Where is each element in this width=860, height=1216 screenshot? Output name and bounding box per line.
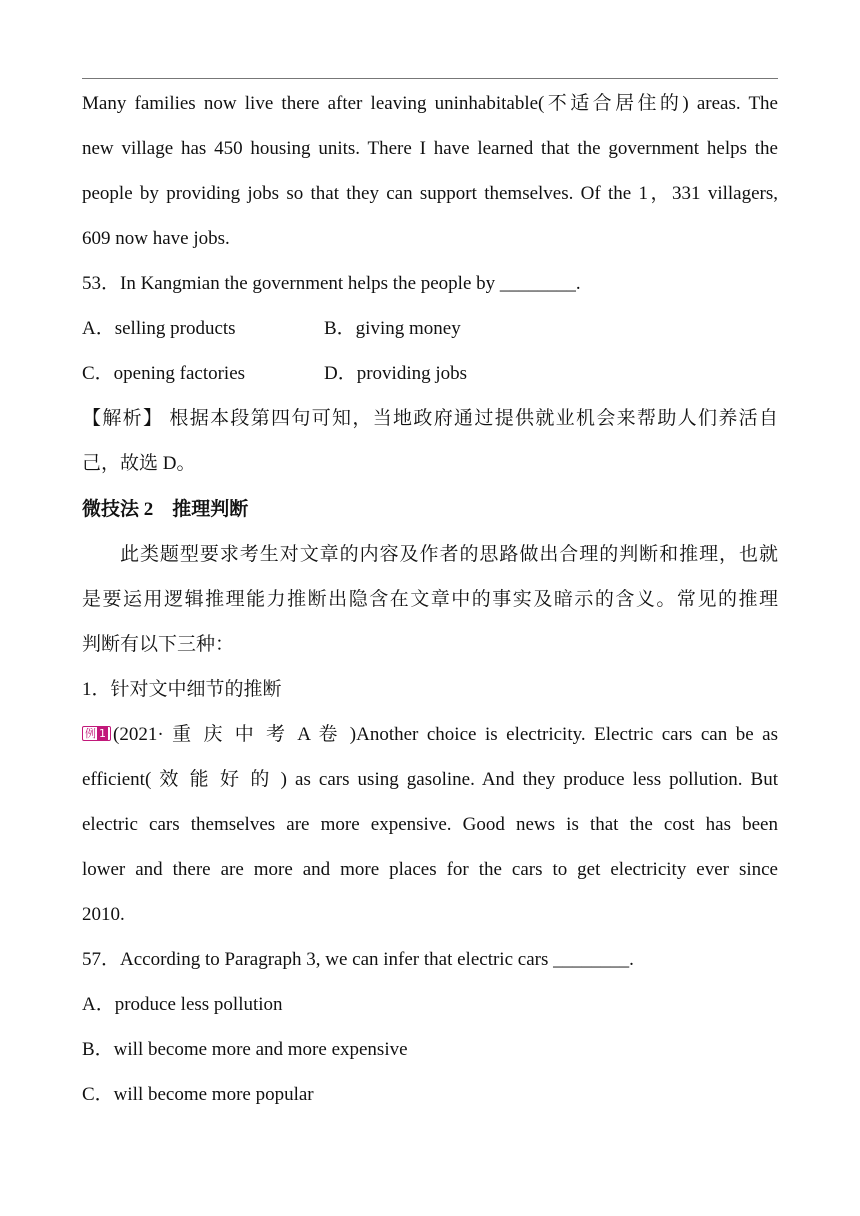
question-53-options-row-2	[82, 361, 778, 387]
passage-line-4: 609 now have jobs.	[82, 228, 230, 249]
question-57-stem: 57．According to Paragraph 3, we can infer that electric cars ________.	[82, 949, 634, 970]
option-a: A．selling products	[82, 318, 236, 339]
example-line-2: efficient( 效 能 好 的 ) as cars using gasoline. And they produce less pollution. But	[82, 769, 778, 790]
option-c: C．will become more popular	[82, 1084, 314, 1105]
example-line-3: electric cars themselves are more expensive. Good news is that the cost has been	[82, 814, 778, 835]
option-c: C．opening factories	[82, 363, 246, 384]
analysis-line-1: 【解析】 根据本段第四句可知，当地政府通过提供就业机会来帮助人们养活自	[82, 408, 778, 429]
option-b: B．giving money	[324, 318, 461, 339]
question-53-options-row-1	[82, 316, 778, 342]
example-badge: 例 1	[82, 726, 111, 741]
option-b: B．will become more and more expensive	[82, 1039, 408, 1060]
example-text-1: (2021· 重 庆 中 考 A 卷 )Another choice is electricity. Electric cars can be as	[113, 724, 778, 745]
section-intro-line-1: 此类题型要求考生对文章的内容及作者的思路做出合理的判断和推理，也就	[120, 544, 778, 565]
option-d: D．providing jobs	[324, 363, 468, 384]
option-a: A．produce less pollution	[82, 994, 283, 1015]
passage-line-1: Many families now live there after leaving uninhabitable(不适合居住的) areas. The	[82, 93, 778, 114]
example-line-1	[82, 722, 778, 748]
section-heading: 微技法 2 推理判断	[82, 499, 249, 520]
analysis-line-2: 己，故选 D。	[82, 453, 196, 474]
section-intro-line-3: 判断有以下三种：	[82, 634, 235, 655]
example-line-4: lower and there are more and more places for the cars to get electricity ever since	[82, 859, 778, 880]
header-rule	[82, 78, 778, 79]
passage-line-2: new village has 450 housing units. There I have learned that the government helps the	[82, 138, 778, 159]
question-53-stem: 53．In Kangmian the government helps the people by ________.	[82, 273, 581, 294]
example-line-5: 2010.	[82, 904, 125, 925]
section-intro-line-2: 是要运用逻辑推理能力推断出隐含在文章中的事实及暗示的含义。常见的推理	[82, 589, 778, 610]
subsection-1: 1．针对文中细节的推断	[82, 679, 282, 700]
passage-line-3: people by providing jobs so that they can support themselves. Of the 1，331 villagers,	[82, 183, 778, 204]
